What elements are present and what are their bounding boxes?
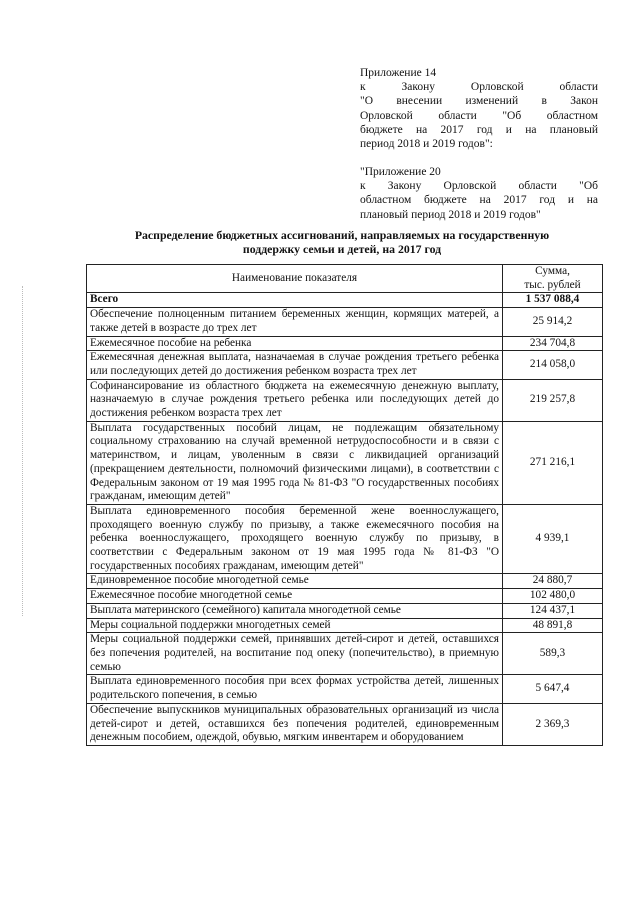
annex-20-heading [360,165,598,222]
table-row [87,336,603,351]
total-sum: 1 537 088,4 [503,293,603,308]
annex-line: "О внесении изменений в Закон [360,95,598,108]
row-sum: 5 647,4 [503,675,603,703]
table-header-row [87,265,603,293]
row-sum: 4 939,1 [503,504,603,574]
table-row [87,308,603,336]
annex-line: областном бюджете на 2017 год и на [360,194,598,207]
row-sum: 234 704,8 [503,336,603,351]
row-name: Выплата единовременного пособия беременной жене военнослужащего, проходящего военную службу по призыву, а также ежемесячного пособия на ребенка военнослужащего, проходящего военную службу по призыву, в соответствии с Федеральным законом от 19 мая 1995 года № 81-ФЗ "О государственных пособиях гражданам, имеющим детей" [87,504,503,574]
row-sum: 48 891,8 [503,618,603,633]
row-name: Меры социальной поддержки семей, принявших детей-сирот и детей, оставшихся без попечения родителей, на воспитание под опеку (попечительство), в приемную семью [87,633,503,675]
row-sum: 219 257,8 [503,379,603,421]
row-sum: 214 058,0 [503,351,603,379]
sum-header-line-2: тыс. рублей [524,278,581,291]
column-header-sum [503,265,603,293]
table-row [87,675,603,703]
row-name: Единовременное пособие многодетной семье [87,574,503,589]
table-row [87,574,603,589]
row-name: Меры социальной поддержки многодетных семей [87,618,503,633]
allocation-table [86,264,603,746]
annex-line: к Закону Орловской области "Об [360,180,598,193]
row-name: Ежемесячное пособие на ребенка [87,336,503,351]
annex-14-heading [360,66,598,151]
table-row [87,618,603,633]
table-row [87,504,603,574]
table-row [87,351,603,379]
row-name: Ежемесячное пособие многодетной семье [87,589,503,604]
row-sum: 589,3 [503,633,603,675]
title-line-1: Распределение бюджетных ассигнований, направляемых на государственную [134,228,550,242]
total-row [87,293,603,308]
row-sum: 25 914,2 [503,308,603,336]
sum-header-line-1: Сумма, [535,265,570,277]
table-row [87,633,603,675]
annex-line: "Приложение 20 [360,166,441,178]
total-label: Всего [87,293,503,308]
row-sum: 24 880,7 [503,574,603,589]
annex-line: Приложение 14 [360,67,437,79]
row-sum: 2 369,3 [503,703,603,745]
row-name: Выплата единовременного пособия при всех формах устройства детей, лишенных родительского попечения, в семью [87,675,503,703]
annex-line: плановый период 2018 и 2019 годов" [360,208,541,221]
row-name: Выплата государственных пособий лицам, не подлежащим обязательному социальному страхованию на случай временной нетрудоспособности и в связи с материнством, и лицам, уволенным в связи с ликвидацией организаций (прекращением деятельности, полномочий физическими лицами), в соответствии с Федеральным законом от 19 мая 1995 года № 81-ФЗ "О государственных пособиях гражданам, имеющим детей" [87,421,503,504]
row-name: Обеспечение полноценным питанием беременных женщин, кормящих матерей, а также детей в возрасте до трех лет [87,308,503,336]
row-name: Обеспечение выпускников муниципальных образовательных организаций из числа детей-сирот и детей, оставшихся без попечения родителей, единовременным денежным пособием, одеждой, обувью, мягким инвентарем и оборудованием [87,703,503,745]
title-line-2: поддержку семьи и детей, на 2017 год [242,242,442,257]
annex-line: Орловской области "Об областном [360,109,598,122]
row-sum: 271 216,1 [503,421,603,504]
row-sum: 102 480,0 [503,589,603,604]
table-row [87,421,603,504]
column-header-name: Наименование показателя [87,265,503,293]
table-row [87,379,603,421]
row-name: Ежемесячная денежная выплата, назначаемая в случае рождения третьего ребенка или последующих детей до достижения ребенком возраста трех лет [87,351,503,379]
row-name: Выплата материнского (семейного) капитала многодетной семье [87,603,503,618]
annex-line: период 2018 и 2019 годов": [360,138,493,151]
row-sum: 124 437,1 [503,603,603,618]
document-title [86,228,598,256]
annex-line: к Закону Орловской области [360,81,598,94]
row-name: Софинансирование из областного бюджета на ежемесячную денежную выплату, назначаемую в случае рождения третьего ребенка или последующих детей до достижения ребенком возраста трех лет [87,379,503,421]
scan-margin-mark [22,286,24,616]
table-row [87,603,603,618]
annex-line: бюджете на 2017 год и на плановый [360,123,598,136]
table-row [87,589,603,604]
table-row [87,703,603,745]
